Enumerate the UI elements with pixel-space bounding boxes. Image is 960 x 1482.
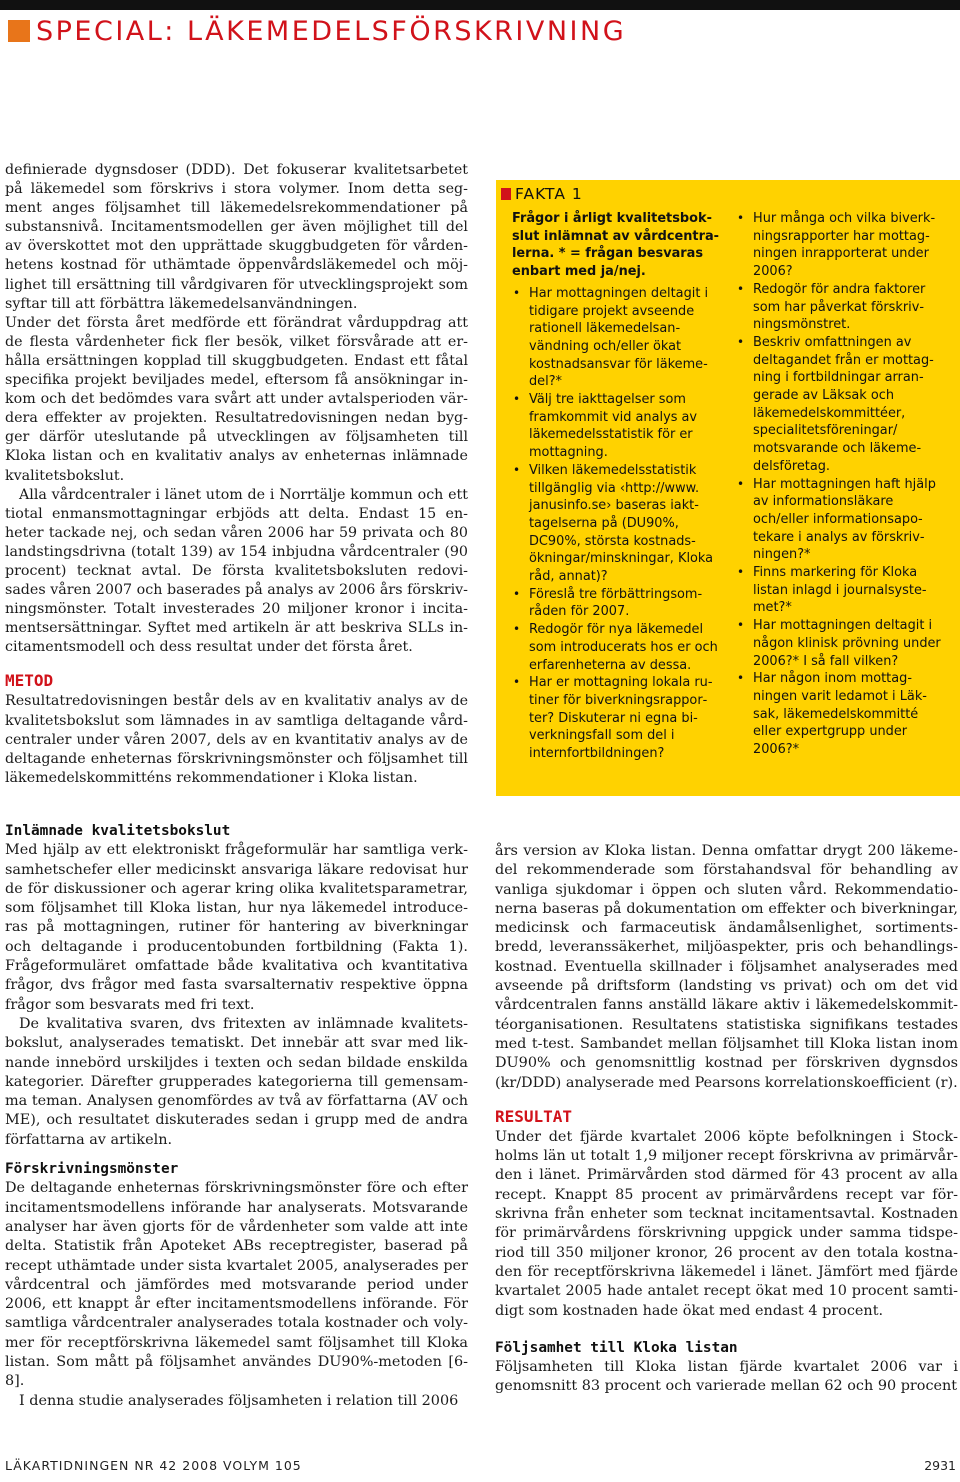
heading-metod: METOD bbox=[5, 671, 54, 691]
fact-list-item bbox=[512, 285, 724, 391]
fact-list-text: Redogör för andra faktorer som har påverkat förskrivningsmönstret. bbox=[753, 281, 926, 333]
fact-list-text: Finns markering för Kloka listan inlagd i journalsystemet?* bbox=[753, 565, 927, 616]
fact-list-item bbox=[736, 334, 946, 476]
fact-list-item bbox=[736, 281, 946, 334]
fact-list-text: Har mottagningen deltagit i tidigare projekt avseende rationell läkemedelsanvändning och/eller ökat kostnadsansvar för läkemedel?* bbox=[529, 285, 709, 390]
footer-publication: LÄKARTIDNINGEN NR 42 2008 VOLYM 105 bbox=[5, 1458, 302, 1473]
fact-list-item bbox=[736, 670, 946, 759]
paragraph: Följsamheten till Kloka listan fjärde kvartalet 2006 var i genomsnitt 83 procent och varierade mellan 62 och 90 procent bbox=[495, 1359, 958, 1395]
footer-page-number: 2931 bbox=[924, 1458, 956, 1473]
bullet-icon: • bbox=[737, 334, 745, 349]
fact-list-item bbox=[736, 210, 946, 281]
fact-box-label: FAKTA 1 bbox=[515, 185, 583, 203]
fact-list-text: Vilken läkemedelsstatistik tillgänglig via ‹http://www. janusinfo.se› baseras iakttagelserna på (DU90%, DC90%, största kostnadsökningar/minskningar, Kloka råd, annat)? bbox=[529, 462, 714, 585]
paragraph: Alla vårdcentraler i länet utom de i Norrtälje kommun och ett tiotal enmansmottagningar erbjöds att delta. Endast 15 enheter tackade nej, och sedan våren 2006 har 59 privata och 80 landstingsdrivna (totalt 139) av 154 inbjudna vårdcentraler (90 procent) tecknat avtal. De första kvalitetsboksluten redovisades våren 2007 och baserades på analys av 2006 års förskrivningsmönster. Totalt investerades 20 miljoner kronor i incitamentsersättningar. Syftet med artikeln är att beskriva SLLs incitamentsmodell och dess resultat under det första året. bbox=[5, 486, 468, 656]
heading-forskrivningsmonster: Förskrivningsmönster bbox=[5, 1161, 179, 1178]
fact-list-text: Välj tre iakttagelser som framkommit vid analys av läkemedelsstatistik för er mottagning. bbox=[529, 392, 698, 461]
fact-list-item bbox=[512, 462, 724, 586]
left-column-top bbox=[5, 161, 468, 788]
bullet-icon: • bbox=[513, 462, 521, 477]
bullet-icon: • bbox=[513, 586, 521, 601]
bullet-icon: • bbox=[737, 211, 745, 225]
fact-list-item bbox=[512, 391, 724, 462]
paragraph: Resultatredovisningen består dels av en kvalitativ analys av de kvalitetsbokslut som lämnades in av samtliga deltagande vårdcentraler under våren 2007, dels av en kvantitativ analys av de deltagande enheternas förskrivningsmönster och följsamhet till läkemedelskommitténs rekommendationer i Kloka listan. bbox=[5, 693, 468, 786]
fact-column-left bbox=[512, 210, 724, 763]
fact-list-item bbox=[512, 586, 724, 621]
fact-list-text: Hur många och vilka biverkningsrapporter har mottagningen inrapporterat under 2006? bbox=[753, 211, 936, 280]
fact-list-text: Föreslå tre förbättringsområden för 2007. bbox=[529, 586, 703, 620]
paragraph: De deltagande enheternas förskrivningsmönster före och efter incitamentsmodellens införande har analyserats. Motsvarande analyser har även gjorts för de vårdenheter som valde att inte delta. Statistik från Apoteket ABs receptregister, baserad på recept uthämtade under sista kvartalet 2005, analyserades per vårdcentral och jämfördes med motsvarande period under 2006, ett knappt år efter incitamentsmodellens införande. För samtliga vårdcentraler analyserades totala kostnader och volymer för receptförskrivna läkemedel samt följsamhet till Kloka listan. Som mått på följsamhet användes DU90%-metoden [6-8]. bbox=[5, 1180, 468, 1390]
fact-intro: Frågor i årligt kvalitetsbokslut inlämnat av vårdcentralerna. * = frågan besvaras enbart med ja/nej. bbox=[512, 211, 720, 280]
fact-list-item bbox=[736, 617, 946, 670]
heading-foljsamhet: Följsamhet till Kloka listan bbox=[495, 1339, 738, 1356]
bullet-icon: • bbox=[513, 622, 521, 637]
paragraph: Under det fjärde kvartalet 2006 köpte befolkningen i Stockholms län ut totalt 1,9 miljoner recept förskrivna av primärvården i länet. Primärvården stod därmed för 43 procent av alla recept. Knappt 85 procent av primärvårdens recept var förskrivna från enheter som tecknat incitamentsavtal. Kostnaden för primärvårdens förskrivning uppgick under samma tidsperiod till 350 miljoner kronor, 26 procent av den totala kostnaden för receptförskrivna läkemedel i länet. Jämfört med fjärde kvartalet 2005 hade antalet recept ökat med 10 procent samtidigt som kostnaden hade ökat med endast 4 procent. bbox=[495, 1128, 958, 1319]
fact-list-item bbox=[736, 564, 946, 617]
fact-list-text: Har er mottagning lokala rutiner för biverkningsrapporter? Diskuterar ni egna biverkningsfall som del i internfortbildningen? bbox=[529, 675, 713, 762]
fact-box-header bbox=[501, 185, 583, 203]
section-title: SPECIAL: LÄKEMEDELSFÖRSKRIVNING bbox=[36, 15, 627, 47]
fact-list-item bbox=[736, 476, 946, 565]
bullet-icon: • bbox=[513, 285, 521, 300]
fact-list-text: Har mottagningen deltagit i någon klinisk prövning under 2006?* I så fall vilken? bbox=[753, 618, 941, 669]
fact-list-text: Redogör för nya läkemedel som introducerats hos er och erfarenheterna av dessa. bbox=[529, 622, 718, 673]
bullet-icon: • bbox=[737, 281, 745, 296]
fact-list-item bbox=[512, 621, 724, 674]
paragraph: I denna studie analyserades följsamheten i relation till 2006 bbox=[19, 1392, 459, 1409]
fact-square-icon bbox=[501, 188, 511, 200]
bullet-icon: • bbox=[513, 675, 521, 690]
paragraph: definierade dygnsdoser (DDD). Det fokuserar kvalitetsarbetet på läkemedel som förskrivs i stora volymer. Inom detta segment anges följsamhet till läkemedelsrekommendationer på substansnivå. Incitamentsmodellen ger även möjlighet till del av överskottet mot den upprättade skuggbudgeten för vårdenhetens kostnad för uthämtade öppenvårdsläkemedel och möjlighet till ersättning till vårdgivaren för utvecklingsprojekt som syftar till att förbättra läkemedelsanvändningen. bbox=[5, 162, 468, 312]
paragraph: De kvalitativa svaren, dvs fritexten av inlämnade kvalitetsbokslut, analyserades tematiskt. Det innebär att svar med liknande innebörd urskiljdes i texten och sedan bildade enskilda kategorier. Därefter grupperades kategorierna till gemensamma teman. Analysen genomfördes av två av författarna (AV och ME), och resultatet diskuterades sedan i grupp med de andra författarna av artikeln. bbox=[5, 1015, 468, 1148]
bullet-icon: • bbox=[513, 392, 521, 407]
header-rule bbox=[0, 0, 960, 10]
fact-column-right bbox=[736, 210, 946, 759]
fact-list-text: Har någon inom mottagningen varit ledamot i Läksak, läkemedelskommitté eller expertgrupp under 2006?* bbox=[753, 671, 927, 758]
paragraph: Med hjälp av ett elektroniskt frågeformulär har samtliga verksamhetschefer eller medicinskt ansvariga läkare redovisat hur de för diskussioner och agerar kring olika kvalitetsparametrar, som följsamhet till Kloka listan, hur nya läkemedel introduceras på mottagningen, rutiner för hantering av biverkningar och deltagande i producentobunden fortbildning (Fakta 1). Frågeformuläret omfattade både kvalitativa och kvantitativa frågor, dvs frågor med fasta svarsalternativ respektive öppna frågor som besvarats med fri text. bbox=[5, 842, 468, 1013]
right-column-bottom bbox=[495, 842, 958, 1397]
fact-list-item bbox=[512, 674, 724, 763]
fact-box bbox=[496, 180, 960, 796]
heading-resultat: RESULTAT bbox=[495, 1106, 573, 1126]
fact-list-text: Beskriv omfattningen av deltagandet från er mottagning i fortbildningar arrangerade av Läksak och läkemedelskommittéer, specialitetsföreningar/ motsvarande och läkemedelsföretag. bbox=[753, 334, 934, 474]
paragraph: Under det första året medförde ett förändrat vårduppdrag att de flesta vårdenheter fick fler besök, vilket försvårade att erhålla ersättningen kopplad till skuggbudgeten. Endast ett fåtal specifika projekt beviljades medel, eftersom få ansökningar inkom och det bedömdes vara svårt att under avtalsperioden värdera effekter av projekten. Resultatredovisningen nedan bygger därför uteslutande på utvecklingen av följsamheten till Kloka listan och en kvalitativ analys av enheternas inlämnade kvalitetsbokslut. bbox=[5, 314, 468, 484]
left-column-bottom bbox=[5, 822, 468, 1411]
section-header bbox=[8, 14, 626, 48]
bullet-icon: • bbox=[737, 565, 745, 580]
fact-list-text: Har mottagningen haft hjälp av informationsläkare och/eller informationsapotekare i analys av förskrivningen?* bbox=[753, 476, 936, 563]
heading-inlamnade: Inlämnade kvalitetsbokslut bbox=[5, 823, 231, 839]
bullet-icon: • bbox=[737, 618, 745, 633]
bullet-icon: • bbox=[737, 671, 745, 686]
header-square-icon bbox=[8, 20, 30, 42]
paragraph: års version av Kloka listan. Denna omfattar drygt 200 läkemedel rekommenderade som förstahandsval för behandling av vanliga sjukdomar i öppen och sluten vård. Rekommendationerna baseras på dokumentation om effekter och biverkningar, medicinsk och farmaceutisk ändamålsenlighet, sortimentsbredd, leveranssäkerhet, miljöaspekter, pris och behandlingskostnad. Eventuella skillnader i följsamhet analyserades med avseende på driftsform (landsting vs privat) och om det vid vårdcentralen fanns anställd läkare aktiv i läkemedelskommittéorganisationen. Resultatens statistiska signifikans testades med t-test. Sambandet mellan följsamhet till Kloka listan inom DU90% och genomsnittlig kostnad per förskriven dygnsdos (kr/DDD) analyserade med Pearsons korrelationskoefficient (r). bbox=[495, 843, 958, 1091]
bullet-icon: • bbox=[737, 476, 745, 491]
